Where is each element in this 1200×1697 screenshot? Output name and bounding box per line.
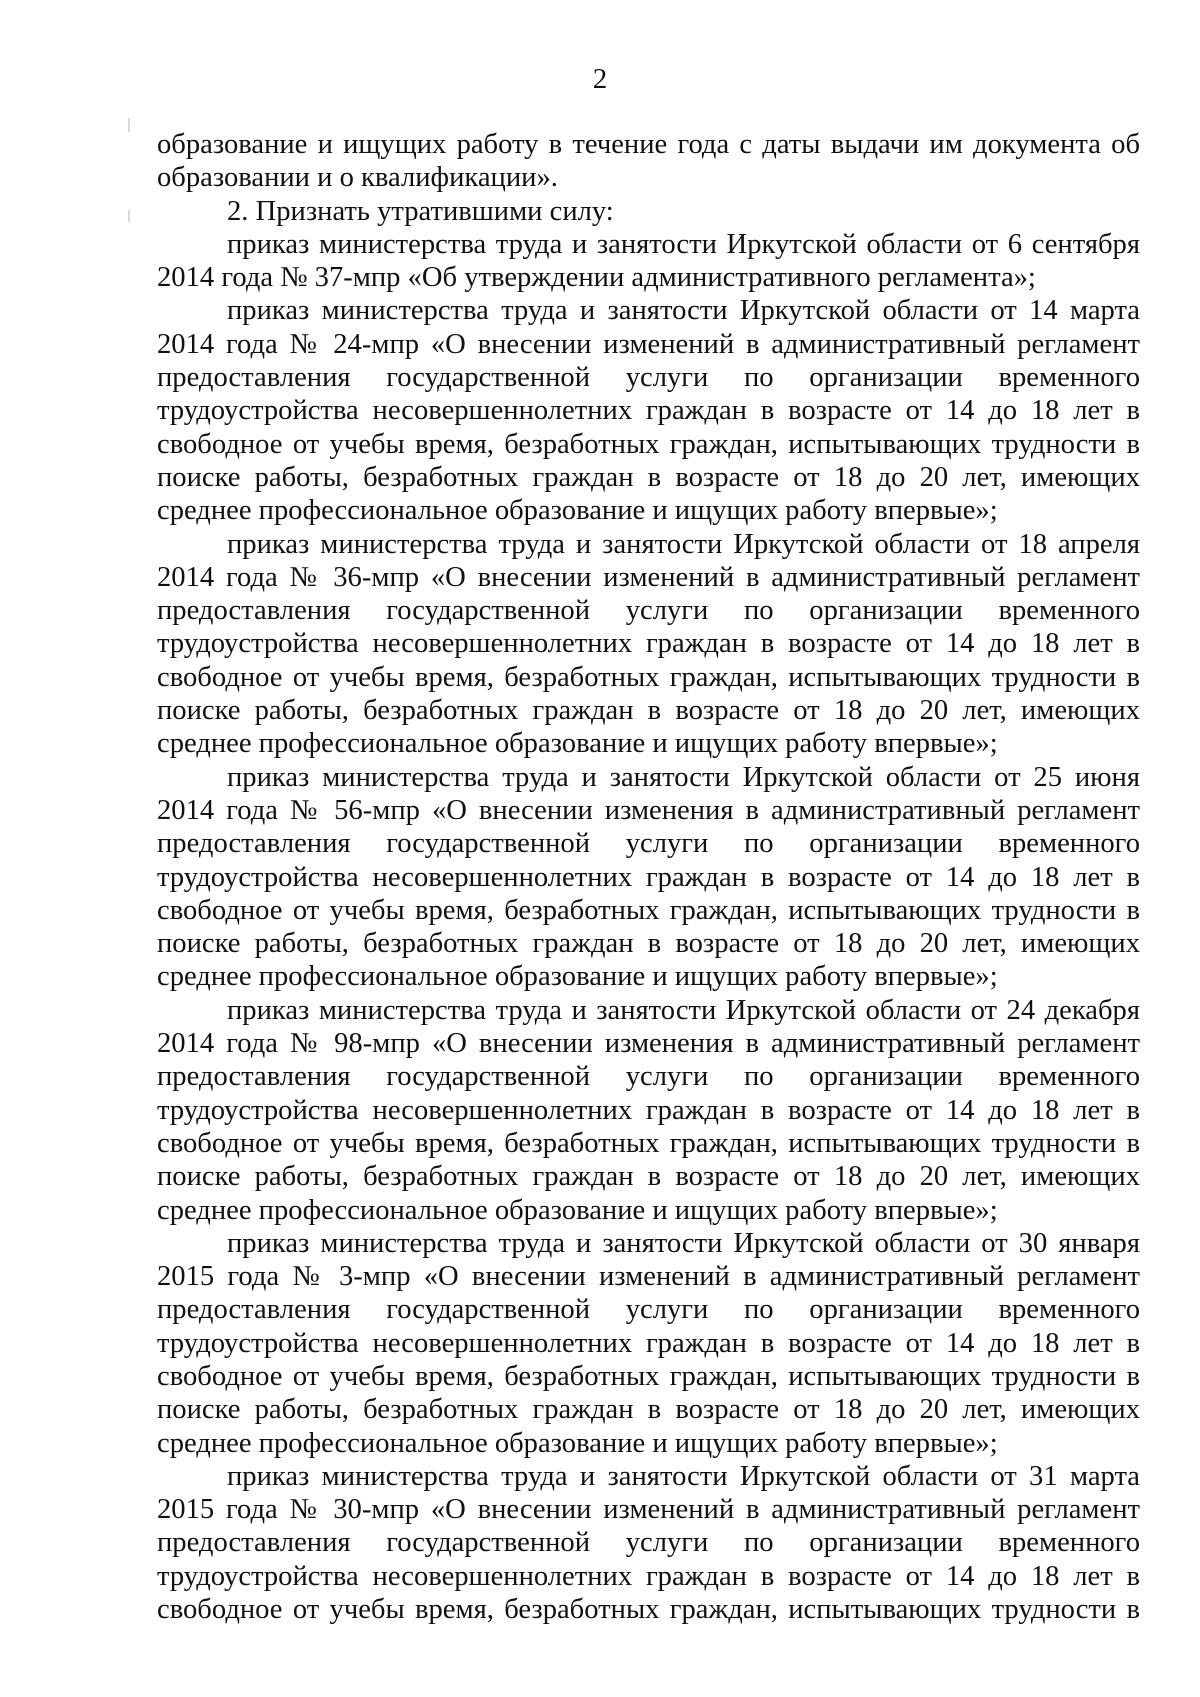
page-number: 2 bbox=[592, 63, 608, 95]
continuation-paragraph: образование и ищущих работу в течение года с даты выдачи им документа об образовании и о квалификации». bbox=[157, 129, 1140, 194]
order-paragraph: приказ министерства труда и занятости Иркутской области от 14 марта 2014 года № 24-мпр «О внесении изменений в административный регламент предоставления государственной услуги по организации временного трудоустройства несовершеннолетних граждан в возрасте от 14 до 18 лет в свободное от учебы время, безработных граждан, испытывающих трудности в поиске работы, безработных граждан в возрасте от 18 до 20 лет, имеющих среднее профессиональное образование и ищущих работу впервые»; bbox=[157, 295, 1140, 527]
order-paragraph: приказ министерства труда и занятости Иркутской области от 18 апреля 2014 года № 36-мпр «О внесении изменений в административный регламент предоставления государственной услуги по организации временного трудоустройства несовершеннолетних граждан в возрасте от 14 до 18 лет в свободное от учебы время, безработных граждан, испытывающих трудности в поиске работы, безработных граждан в возрасте от 18 до 20 лет, имеющих среднее профессиональное образование и ищущих работу впервые»; bbox=[157, 528, 1140, 760]
order-paragraph: приказ министерства труда и занятости Иркутской области от 24 декабря 2014 года № 98-мпр «О внесении изменения в административный регламент предоставления государственной услуги по организации временного трудоустройства несовершеннолетних граждан в возрасте от 14 до 18 лет в свободное от учебы время, безработных граждан, испытывающих трудности в поиске работы, безработных граждан в возрасте от 18 до 20 лет, имеющих среднее профессиональное образование и ищущих работу впервые»; bbox=[157, 994, 1140, 1226]
order-paragraph: приказ министерства труда и занятости Иркутской области от 6 сентября 2014 года № 37-мпр «Об утверждении административного регламента»; bbox=[157, 228, 1140, 294]
scan-artifact bbox=[128, 210, 130, 222]
order-paragraph: приказ министерства труда и занятости Иркутской области от 30 января 2015 года № 3-мпр «О внесении изменений в административный регламент предоставления государственной услуги по организации временного трудоустройства несовершеннолетних граждан в возрасте от 14 до 18 лет в свободное от учебы время, безработных граждан, испытывающих трудности в поиске работы, безработных граждан в возрасте от 18 до 20 лет, имеющих среднее профессиональное образование и ищущих работу впервые»; bbox=[157, 1227, 1140, 1459]
order-paragraph: приказ министерства труда и занятости Иркутской области от 25 июня 2014 года № 56-мпр «О внесении изменения в административный регламент предоставления государственной услуги по организации временного трудоустройства несовершеннолетних граждан в возрасте от 14 до 18 лет в свободное от учебы время, безработных граждан, испытывающих трудности в поиске работы, безработных граждан в возрасте от 18 до 20 лет, имеющих среднее профессиональное образование и ищущих работу впервые»; bbox=[157, 761, 1140, 993]
document-body bbox=[157, 128, 1140, 1626]
order-paragraph-continued: приказ министерства труда и занятости Иркутской области от 31 марта 2015 года № 30-мпр «О внесении изменений в административный регламент предоставления государственной услуги по организации временного трудоустройства несовершеннолетних граждан в возрасте от 14 до 18 лет в свободное от учебы время, безработных граждан, испытывающих трудности в bbox=[157, 1460, 1140, 1626]
scan-artifact bbox=[128, 118, 130, 132]
item-2-heading: 2. Признать утратившими силу: bbox=[227, 195, 614, 227]
